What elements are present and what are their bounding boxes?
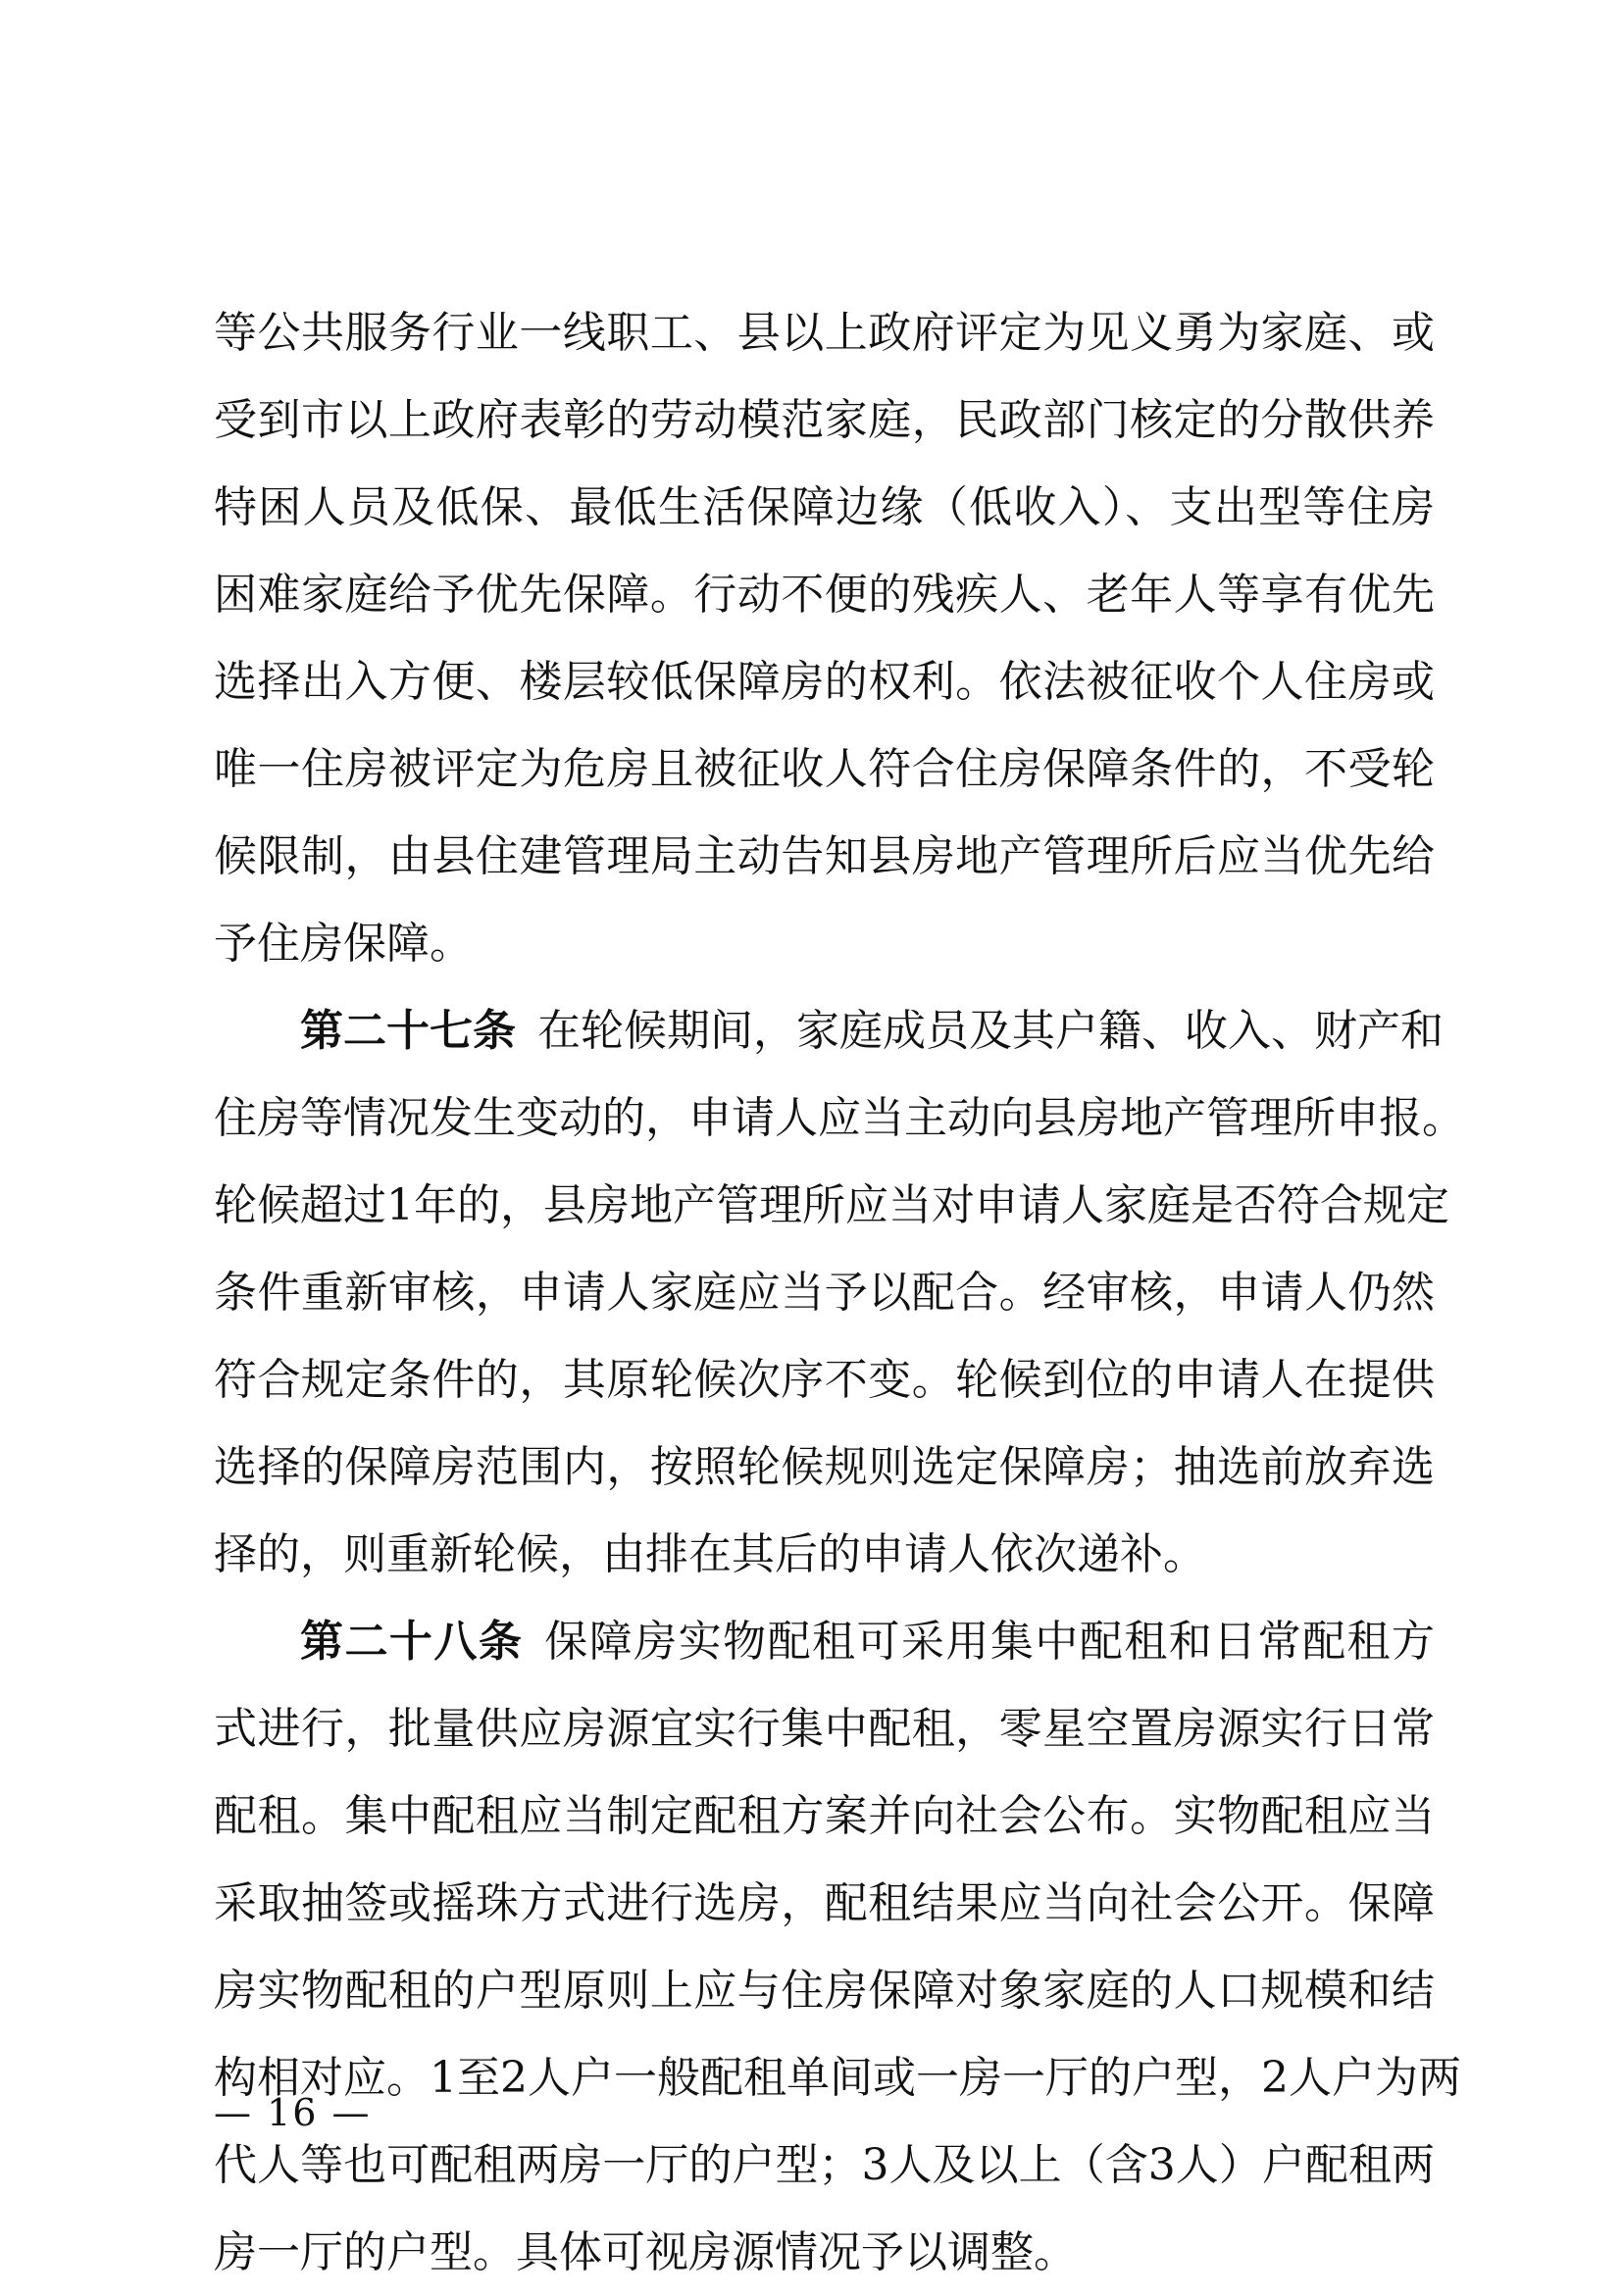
text-line: 配租。集中配租应当制定配租方案并向社会公布。实物配租应当	[214, 1791, 1435, 1841]
text-line: 择的，则重新轮候，由排在其后的申请人依次递补。	[214, 1529, 1206, 1579]
text-line: 受到市以上政府表彰的劳动模范家庭，民政部门核定的分散供养	[214, 395, 1435, 445]
document-body	[214, 289, 1465, 2296]
text-line: 选择出入方便、楼层较低保障房的权利。依法被征收个人住房或	[214, 657, 1435, 707]
text-line: 选择的保障房范围内，按照轮候规则选定保障房；抽选前放弃选	[214, 1442, 1435, 1492]
article-number: 第二十七条	[300, 1006, 516, 1056]
text-line: 式进行，批量供应房源宜实行集中配租，零星空置房源实行日常	[214, 1704, 1435, 1754]
article-text: 保障房实物配租可采用集中配租和日常配租方	[544, 1617, 1436, 1667]
article-28-paragraph	[214, 1598, 1461, 2296]
text-line: 代人等也可配租两房一厅的户型；3人及以上（含3人）户配租两	[214, 2140, 1435, 2190]
continuation-paragraph	[214, 289, 1435, 987]
text-line: 住房等情况发生变动的，申请人应当主动向县房地产管理所申报。	[214, 1093, 1465, 1143]
text-line: 符合规定条件的，其原轮候次序不变。轮候到位的申请人在提供	[214, 1355, 1435, 1405]
article-27-paragraph	[214, 987, 1465, 1598]
article-first-line	[214, 1598, 1435, 1685]
text-line: 候限制，由县住建管理局主动告知县房地产管理所后应当优先给	[214, 831, 1435, 881]
page-number: — 16 —	[214, 2091, 372, 2134]
text-line: 构相对应。1至2人户一般配租单间或一房一厅的户型，2人户为两	[214, 2053, 1461, 2103]
text-line: 房一厅的户型。具体可视房源情况予以调整。	[214, 2227, 1077, 2277]
article-first-line	[214, 987, 1444, 1074]
text-line: 特困人员及低保、最低生活保障边缘（低收入）、支出型等住房	[214, 482, 1435, 532]
text-line: 唯一住房被评定为危房且被征收人符合住房保障条件的，不受轮	[214, 744, 1435, 794]
text-line: 予住房保障。	[214, 919, 473, 969]
text-line: 采取抽签或摇珠方式进行选房，配租结果应当向社会公开。保障	[214, 1878, 1435, 1928]
text-line: 房实物配租的户型原则上应与住房保障对象家庭的人口规模和结	[214, 1966, 1435, 2016]
article-text: 在轮候期间，家庭成员及其户籍、收入、财产和	[537, 1006, 1444, 1056]
article-number: 第二十八条	[300, 1617, 524, 1667]
text-line: 困难家庭给予优先保障。行动不便的残疾人、老年人等享有优先	[214, 570, 1435, 620]
text-line: 轮候超过1年的，县房地产管理所应当对申请人家庭是否符合规定	[214, 1180, 1449, 1230]
text-line: 等公共服务行业一线职工、县以上政府评定为见义勇为家庭、或	[214, 308, 1435, 358]
text-line: 条件重新审核，申请人家庭应当予以配合。经审核，申请人仍然	[214, 1268, 1435, 1318]
